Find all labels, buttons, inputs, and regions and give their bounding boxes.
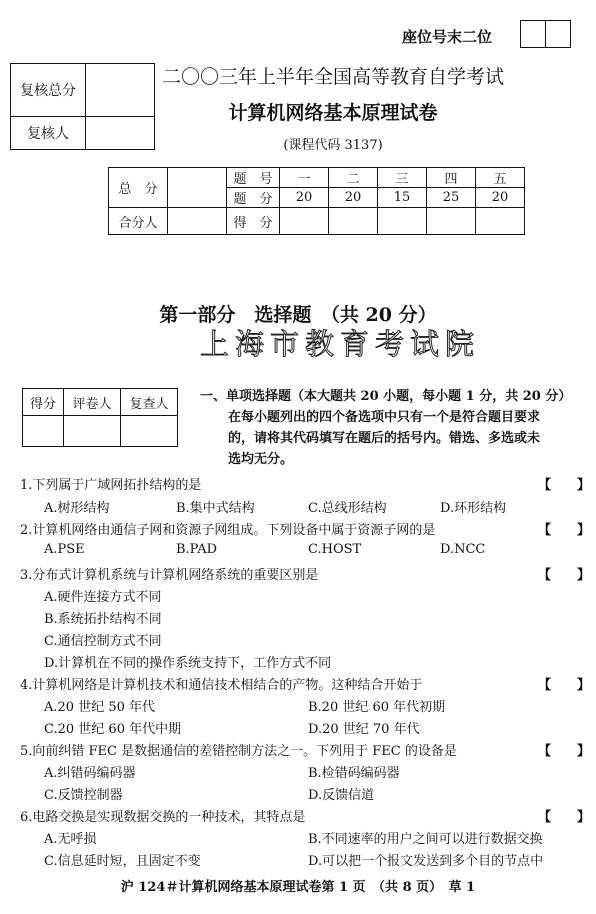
- question-stem: 6.电路交换是实现数据交换的一种技术，其特点是: [20, 810, 306, 825]
- instructions-line: 的，请将其代码填写在题后的括号内。错选、多选或未: [228, 431, 541, 446]
- option: A.PSE: [44, 542, 85, 557]
- earned-score-cell[interactable]: [476, 208, 525, 235]
- instructions-line: 在每小题列出的四个备选项中只有一个是符合题目要求: [228, 410, 541, 425]
- question-points: 20: [280, 188, 329, 208]
- course-code: (课程代码 3137): [283, 138, 383, 153]
- option: A.硬件连接方式不同: [44, 590, 162, 605]
- grader-cell[interactable]: [23, 416, 64, 447]
- option: C.HOST: [308, 542, 362, 557]
- scorer-label: 合分人: [109, 208, 168, 235]
- grader-header: 评卷人: [64, 389, 121, 416]
- option: D.可以把一个报文发送到多个目的节点中: [308, 854, 544, 869]
- option: D.反馈信道: [308, 788, 375, 803]
- question-number: 四: [427, 168, 476, 188]
- points-label: 题 分: [227, 188, 280, 208]
- question-points: 15: [378, 188, 427, 208]
- question-stem: 3.分布式计算机系统与计算机网络系统的重要区别是: [20, 568, 319, 583]
- paper-title: 计算机网络基本原理试卷: [228, 102, 438, 124]
- question-points: 20: [329, 188, 378, 208]
- grader-cell[interactable]: [64, 416, 121, 447]
- option: B.集中式结构: [176, 501, 255, 516]
- option: D.20 世纪 70 年代: [308, 722, 420, 737]
- question-stem: 1.下列属于广域网拓扑结构的是: [20, 478, 202, 493]
- option: B.20 世纪 60 年代初期: [308, 700, 446, 715]
- question-number: 一: [280, 168, 329, 188]
- option: C.总线形结构: [308, 501, 387, 516]
- question-stem: 5.向前纠错 FEC 是数据通信的差错控制方法之一。下列用于 FEC 的设备是: [20, 744, 457, 759]
- question-number-label: 题 号: [227, 168, 280, 188]
- seat-number-boxes: [520, 20, 571, 48]
- answer-bracket[interactable]: 【 】: [538, 568, 591, 583]
- option: C.反馈控制器: [44, 788, 123, 803]
- earned-score-cell[interactable]: [329, 208, 378, 235]
- option: C.20 世纪 60 年代中期: [44, 722, 182, 737]
- exam-title: 二〇〇三年上半年全国高等教育自学考试: [161, 66, 504, 88]
- option: A.20 世纪 50 年代: [44, 700, 156, 715]
- question-points: 20: [476, 188, 525, 208]
- option: D.计算机在不同的操作系统支持下，工作方式不同: [44, 656, 332, 671]
- option: B.PAD: [176, 542, 218, 557]
- answer-bracket[interactable]: 【 】: [538, 810, 591, 825]
- instructions-line: 选均无分。: [228, 452, 294, 467]
- option: D.环形结构: [440, 501, 507, 516]
- option: C.通信控制方式不同: [44, 634, 162, 649]
- scorer-cell[interactable]: [168, 208, 227, 235]
- seat-number-label: 座位号末二位: [402, 28, 493, 46]
- seat-box-1[interactable]: [521, 21, 546, 48]
- option: A.树形结构: [44, 501, 110, 516]
- score-table: [108, 167, 525, 235]
- page-footer: 沪 124＃计算机网络基本原理试卷第 1 页 （共 8 页） 草 1: [120, 880, 476, 895]
- option: B.不同速率的用户之间可以进行数据交换: [308, 832, 543, 847]
- instructions-heading: 一、单项选择题（本大题共 20 小题，每小题 1 分，共 20 分）: [200, 389, 572, 404]
- answer-bracket[interactable]: 【 】: [538, 744, 591, 759]
- section-title: 第一部分 选择题 （共 20 分）: [159, 304, 437, 326]
- question-stem: 2.计算机网络由通信子网和资源子网组成。下列设备中属于资源子网的是: [20, 523, 436, 538]
- instructions: [200, 386, 588, 470]
- option: B.系统拓扑结构不同: [44, 612, 162, 627]
- earned-label: 得 分: [227, 208, 280, 235]
- question-number: 二: [329, 168, 378, 188]
- total-score-label: 总 分: [109, 168, 168, 208]
- total-score-cell[interactable]: [168, 168, 227, 208]
- option: B.检错码编码器: [308, 766, 400, 781]
- earned-score-cell[interactable]: [378, 208, 427, 235]
- seat-box-2[interactable]: [546, 21, 571, 48]
- earned-score-cell[interactable]: [280, 208, 329, 235]
- question-number: 五: [476, 168, 525, 188]
- question-stem: 4.计算机网络是计算机技术和通信技术相结合的产物。这种结合开始于: [20, 678, 423, 693]
- option: A.纠错码编码器: [44, 766, 136, 781]
- option: C.信息延时短，且固定不变: [44, 854, 201, 869]
- reviewer-label: 复核人: [11, 117, 86, 150]
- institution-stamp: 上海市教育考试院: [200, 327, 481, 361]
- answer-bracket[interactable]: 【 】: [538, 678, 591, 693]
- option: A.无呼损: [44, 832, 97, 847]
- grader-table: [22, 388, 178, 447]
- answer-bracket[interactable]: 【 】: [538, 478, 591, 493]
- option: D.NCC: [440, 542, 486, 557]
- grader-cell[interactable]: [121, 416, 178, 447]
- grader-header: 复查人: [121, 389, 178, 416]
- question-points: 25: [427, 188, 476, 208]
- review-total-label: 复核总分: [11, 64, 86, 117]
- question-number: 三: [378, 168, 427, 188]
- grader-header: 得分: [23, 389, 64, 416]
- answer-bracket[interactable]: 【 】: [538, 523, 591, 538]
- earned-score-cell[interactable]: [427, 208, 476, 235]
